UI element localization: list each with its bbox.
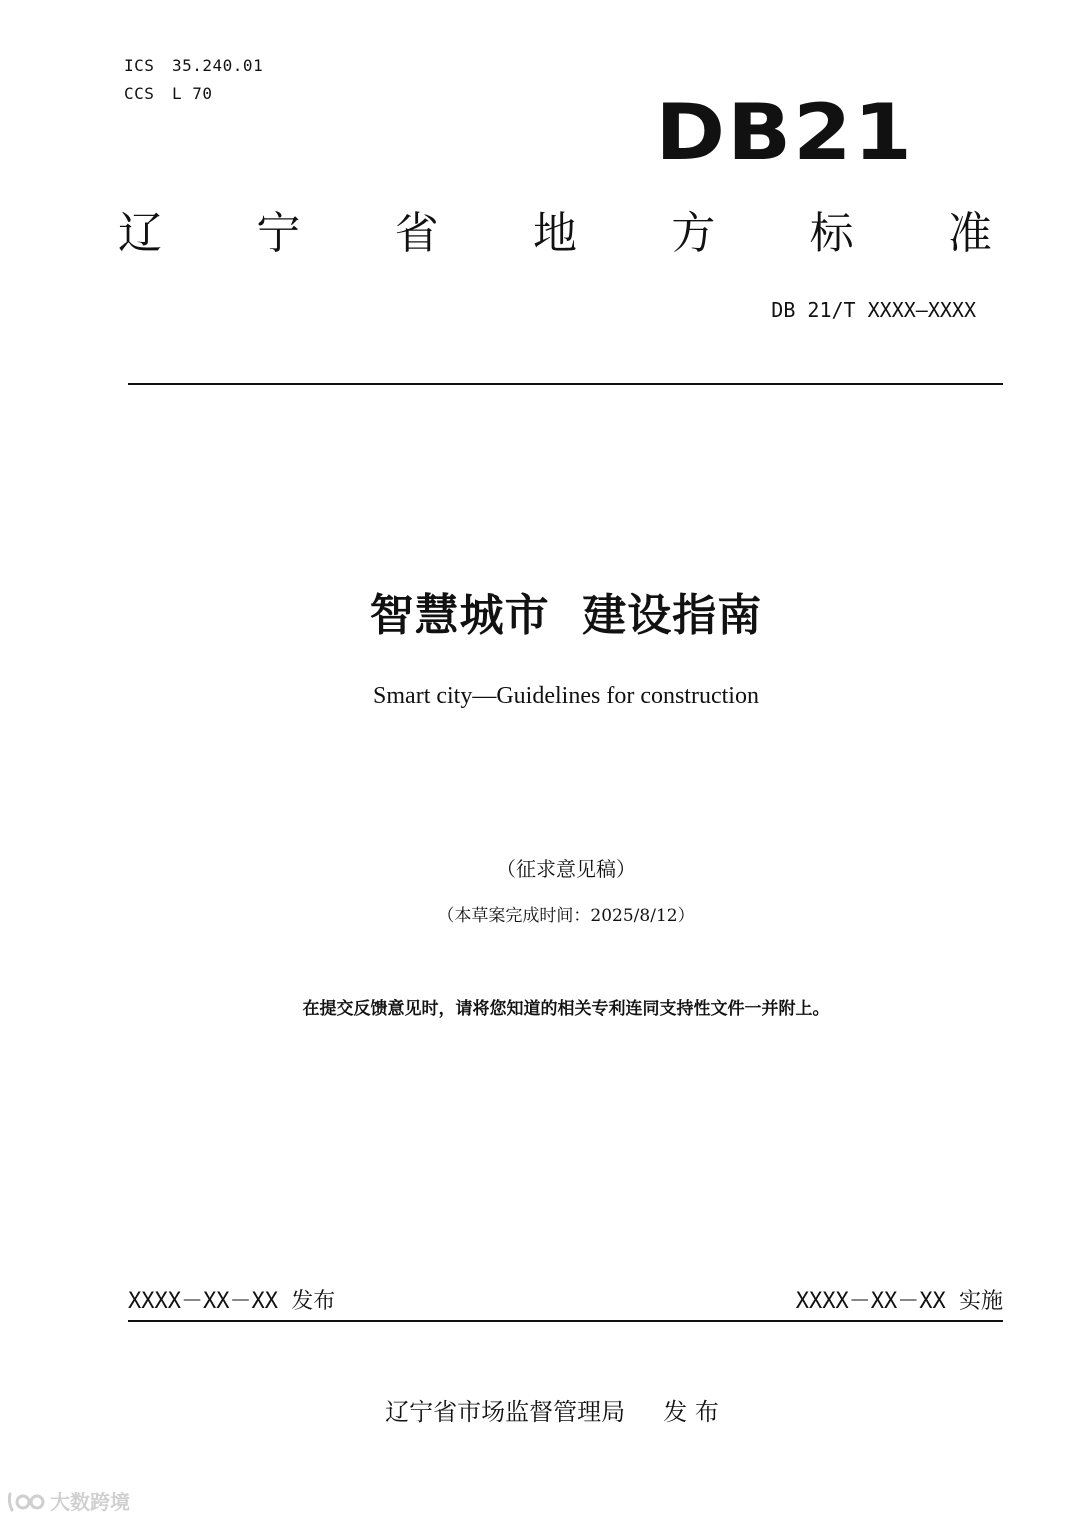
watermark bbox=[6, 1488, 130, 1516]
watermark-text: 大数跨境 bbox=[50, 1490, 130, 1514]
top-divider bbox=[128, 383, 1003, 385]
ccs-code: L 70 bbox=[172, 84, 213, 103]
issue-date: XXXX－XX－XX 发布 bbox=[128, 1289, 336, 1314]
publisher: 辽宁省市场监督管理局 发 布 bbox=[385, 1398, 719, 1426]
category-char: 标 bbox=[809, 208, 854, 259]
category-char: 准 bbox=[947, 208, 992, 259]
document-title-en: Smart city—Guidelines for construction bbox=[373, 683, 759, 709]
implementation-date: XXXX－XX－XX 实施 bbox=[795, 1289, 1003, 1314]
document-title-cn: 智慧城市 建设指南 bbox=[369, 590, 763, 641]
draft-label: （征求意见稿） bbox=[496, 857, 636, 881]
category-char: 地 bbox=[532, 208, 577, 259]
standard-number: DB 21/T XXXX—XXXX bbox=[771, 298, 976, 322]
ccs-label: CCS bbox=[124, 84, 155, 103]
ics-code: 35.240.01 bbox=[172, 56, 264, 75]
ics-label: ICS bbox=[124, 56, 155, 75]
brand-logo-icon bbox=[6, 1490, 46, 1514]
ics-row bbox=[124, 52, 263, 80]
category-char: 宁 bbox=[256, 208, 301, 259]
standard-category bbox=[118, 206, 992, 262]
category-char: 辽 bbox=[118, 208, 162, 259]
classification-codes bbox=[124, 52, 263, 108]
bottom-divider bbox=[128, 1320, 1003, 1322]
category-char: 方 bbox=[671, 208, 716, 259]
db21-logo: DB21 bbox=[655, 87, 914, 178]
ccs-row bbox=[124, 80, 263, 108]
draft-date: （本草案完成时间：2025/8/12） bbox=[437, 906, 695, 926]
patent-notice: 在提交反馈意见时，请将您知道的相关专利连同支持性文件一并附上。 bbox=[302, 999, 830, 1019]
category-char: 省 bbox=[394, 208, 439, 259]
